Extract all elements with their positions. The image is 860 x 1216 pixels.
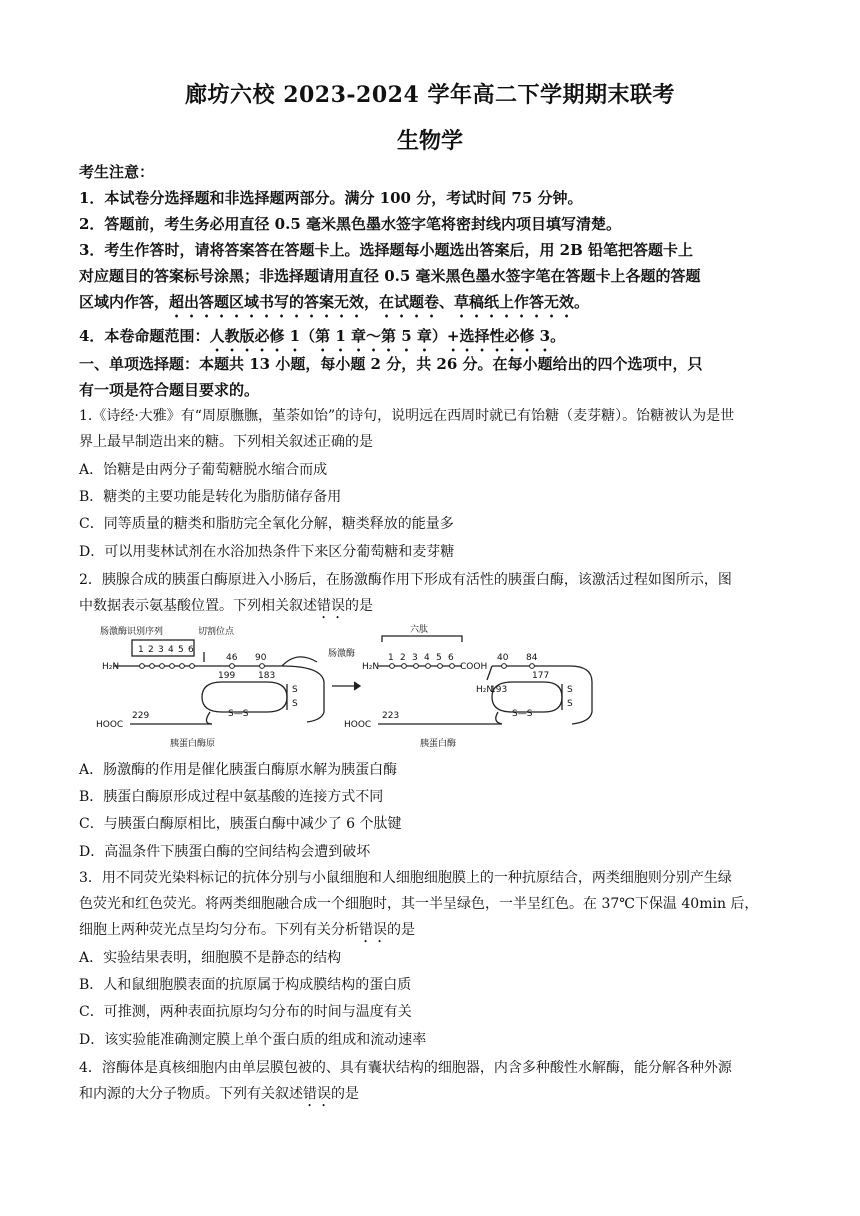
pos-90: 90 bbox=[255, 653, 267, 663]
subject-title: 生物学 bbox=[396, 128, 463, 154]
notice-item-4-end: 。 bbox=[550, 327, 566, 345]
residue-4: 4 bbox=[168, 645, 174, 655]
trypsinogen-activation-diagram bbox=[92, 622, 612, 750]
q3-emphasis: 错误 bbox=[359, 922, 387, 938]
pos-46: 46 bbox=[226, 653, 238, 663]
ss-right-2: S bbox=[567, 699, 573, 709]
left-caption: 胰蛋白酶原 bbox=[170, 739, 216, 749]
hexa-residue-2: 2 bbox=[400, 653, 406, 663]
hexa-residue-3: 3 bbox=[412, 653, 418, 663]
pos-223: 223 bbox=[382, 711, 400, 721]
ss-left-1: S bbox=[292, 685, 298, 695]
residue-2: 2 bbox=[148, 645, 154, 655]
q1-option-d: D．可以用斐林试剂在水浴加热条件下来区分葡萄糖和麦芽糖 bbox=[79, 544, 455, 560]
enzyme-label-1: 肠激酶 bbox=[328, 649, 356, 659]
q2-stem-line-2 bbox=[79, 596, 789, 622]
right-caption: 胰蛋白酶 bbox=[420, 739, 457, 749]
notice-item-3-emphasis: 超出答题区域书写的答案无效，在试题卷、草稿纸上作答无效 bbox=[169, 293, 575, 311]
notice-item-3-text: 区域内作答， bbox=[79, 293, 170, 311]
q2-stem-end: 的是 bbox=[345, 598, 373, 614]
exam-title: 廊坊六校 2023-2024 学年高二下学期期末联考 bbox=[185, 82, 675, 108]
residue-1: 1 bbox=[138, 645, 144, 655]
notice-heading: 考生注意： bbox=[79, 163, 155, 181]
pos-193: 193 bbox=[490, 685, 508, 695]
q3-stem-end: 的是 bbox=[387, 922, 415, 938]
hexa-residue-4: 4 bbox=[424, 653, 430, 663]
section-1-heading-line-1: 一、单项选择题：本题共 13 小题，每小题 2 分，共 26 分。在每小题给出的四个选项中，只 bbox=[79, 355, 703, 373]
right-nh2-label: H₂N bbox=[362, 662, 380, 672]
notice-item-2: 2．答题前，考生务必用直径 0.5 毫米黑色墨水签字笔将密封线内项目填写清楚。 bbox=[79, 215, 621, 233]
left-cooh-label: HOOC bbox=[96, 720, 124, 730]
pos-199: 199 bbox=[218, 671, 236, 681]
q2-emphasis: 错误 bbox=[317, 598, 345, 614]
hexa-residue-6: 6 bbox=[448, 653, 454, 663]
q1-option-c: C．同等质量的糖类和脂肪完全氧化分解，糖类释放的能量多 bbox=[79, 516, 454, 532]
notice-item-3-line-1: 3．考生作答时，请将答案答在答题卡上。选择题每小题选出答案后，用 2B 铅笔把答题卡上 bbox=[79, 241, 694, 259]
q2-option-b: B．胰蛋白酶原形成过程中氨基酸的连接方式不同 bbox=[79, 789, 384, 805]
q4-stem-end: 的是 bbox=[331, 1086, 359, 1102]
notice-item-1: 1．本试卷分选择题和非选择题两部分。满分 100 分，考试时间 75 分钟。 bbox=[79, 189, 583, 207]
hexa-residue-1: 1 bbox=[388, 653, 394, 663]
pos-229: 229 bbox=[132, 711, 150, 721]
right-cooh-label: HOOC bbox=[344, 720, 372, 730]
q3-option-d: D．该实验能准确测定膜上单个蛋白质的组成和流动速率 bbox=[79, 1032, 427, 1048]
hexa-residue-5: 5 bbox=[436, 653, 442, 663]
ss-bond-right: S—S bbox=[512, 709, 533, 719]
q1-stem-line-1: 1.《诗经·大雅》有“周原膴膴，堇荼如饴”的诗句，说明远在西周时就已有饴糖（麦芽糖）。饴糖被认为是世 bbox=[79, 408, 735, 424]
q1-option-a: A．饴糖是由两分子葡萄糖脱水缩合而成 bbox=[79, 462, 328, 478]
q3-stem-line-1: 3．用不同荧光染料标记的抗体分别与小鼠细胞和人细胞细胞膜上的一种抗原结合，两类细胞则分别产生绿 bbox=[79, 870, 732, 886]
q4-stem-text: 和内源的大分子物质。下列有关叙述 bbox=[79, 1086, 303, 1102]
right-inner-nh2: H₂N bbox=[476, 685, 494, 695]
ss-bond-left: S—S bbox=[228, 709, 249, 719]
q2-stem-line-1: 2．胰腺合成的胰蛋白酶原进入小肠后，在肠激酶作用下形成有活性的胰蛋白酶，该激活过程如图所示，图 bbox=[79, 572, 732, 588]
section-1-heading-line-2: 有一项是符合题目要求的。 bbox=[79, 381, 260, 399]
cut-site-label: 切割位点 bbox=[198, 627, 235, 637]
q3-option-a: A．实验结果表明，细胞膜不是静态的结构 bbox=[79, 950, 342, 966]
q1-option-b: B．糖类的主要功能是转化为脂肪储存备用 bbox=[79, 489, 342, 505]
recognition-sequence-label: 肠激酶识别序列 bbox=[100, 627, 164, 637]
q1-stem-line-2: 界上最早制造出来的糖。下列相关叙述正确的是 bbox=[79, 434, 373, 450]
residue-5: 5 bbox=[178, 645, 184, 655]
q3-stem-line-3 bbox=[79, 920, 789, 946]
ss-right-1: S bbox=[567, 685, 573, 695]
q4-emphasis: 错误 bbox=[303, 1086, 331, 1102]
q3-stem-line-2: 色荧光和红色荧光。将两类细胞融合成一个细胞时，其一半呈绿色，一半呈红色。在 37℃下保温 40min 后， bbox=[79, 896, 759, 912]
pos-177: 177 bbox=[532, 671, 550, 681]
notice-item-4-text: 4．本卷命题范围： bbox=[79, 327, 210, 345]
notice-item-3-line-3 bbox=[79, 292, 789, 321]
hexapeptide-label: 六肽 bbox=[410, 625, 429, 635]
q2-stem-text: 中数据表示氨基酸位置。下列相关叙述 bbox=[79, 598, 317, 614]
q2-option-a: A．肠激酶的作用是催化胰蛋白酶原水解为胰蛋白酶 bbox=[79, 762, 398, 778]
notice-item-3-end: 。 bbox=[574, 293, 590, 311]
hexa-cooh-label: COOH bbox=[460, 662, 488, 672]
notice-item-4 bbox=[79, 326, 789, 355]
ss-left-2: S bbox=[292, 699, 298, 709]
pos-183: 183 bbox=[258, 671, 276, 681]
q3-option-b: B．人和鼠细胞膜表面的抗原属于构成膜结构的蛋白质 bbox=[79, 977, 412, 993]
notice-item-3-line-2: 对应题目的答案标号涂黑；非选择题请用直径 0.5 毫米黑色墨水签字笔在答题卡上各题的答题 bbox=[79, 267, 701, 285]
q3-stem-text: 细胞上两种荧光点呈均匀分布。下列有关分析 bbox=[79, 922, 359, 938]
q4-stem-line-1: 4．溶酶体是真核细胞内由单层膜包被的、具有囊状结构的细胞器，内含多种酸性水解酶，能分解各种外源 bbox=[79, 1060, 732, 1076]
residue-3: 3 bbox=[158, 645, 164, 655]
q4-stem-line-2 bbox=[79, 1084, 789, 1110]
left-nh2-label: H₂N bbox=[102, 662, 120, 672]
residue-6: 6 bbox=[188, 645, 194, 655]
pos-84: 84 bbox=[526, 653, 538, 663]
notice-item-4-emphasis: 人教版必修 1（第 1 章～第 5 章）+选择性必修 3 bbox=[209, 327, 551, 345]
q2-option-c: C．与胰蛋白酶原相比，胰蛋白酶中减少了 6 个肽键 bbox=[79, 816, 402, 832]
pos-40: 40 bbox=[497, 653, 509, 663]
q3-option-c: C．可推测，两种表面抗原均匀分布的时间与温度有关 bbox=[79, 1004, 412, 1020]
q2-option-d: D．高温条件下胰蛋白酶的空间结构会遭到破坏 bbox=[79, 844, 371, 860]
